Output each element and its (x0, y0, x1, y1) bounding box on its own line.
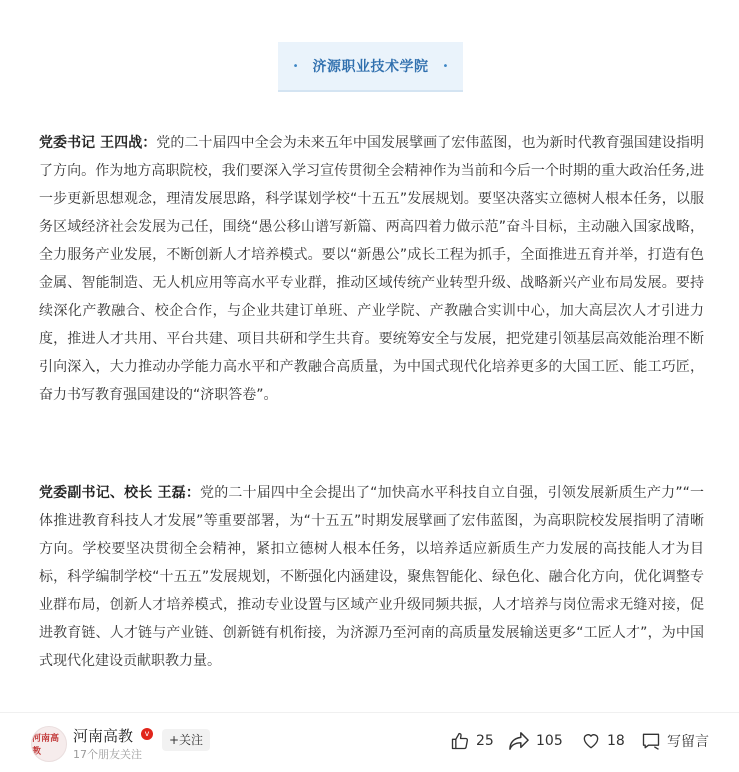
speaker-label: 党委书记 王四战： (39, 135, 157, 151)
share-button[interactable] (508, 731, 563, 751)
title-dot-right: • (442, 60, 449, 72)
article-footer (0, 712, 739, 772)
followers-text: 17个朋友关注 (73, 748, 142, 761)
like-button[interactable] (450, 731, 494, 751)
like-count: 25 (476, 733, 494, 749)
section-title-box (278, 42, 463, 92)
heart-button[interactable] (581, 731, 625, 751)
like-icon (450, 731, 470, 751)
title-dot-left: • (292, 60, 299, 72)
section-title: 济源职业技术学院 (312, 59, 429, 75)
share-count: 105 (536, 733, 563, 749)
paragraph-text: 党的二十届四中全会提出了“加快高水平科技自立自强，引领发展新质生产力”“一体推进教育科技人才发展”等重要部署，为“十五五”时期发展擘画了宏伟蓝图，为高职院校发展指明了清晰方向。学校要坚决贯彻全会精神，紧扣立德树人根本任务，以培养适应新质生产力发展的高技能人才为目标，科学编制学校“十五五”发展规划，不断强化内涵建设，聚焦智能化、绿色化、融合化方向，优化调整专业群布局，创新人才培养模式，推动专业设置与区域产业升级同频共振，人才培养与岗位需求无缝对接，促进教育链、人才链与产业链、创新链有机衔接，为济源乃至河南的高质量发展输送更多“工匠人才”，为中国式现代化建设贡献职教力量。 (39, 485, 704, 669)
follow-button[interactable]: +关注 (162, 729, 210, 751)
article-paragraph (39, 129, 704, 409)
comment-label: 写留言 (667, 734, 709, 750)
comment-icon (641, 731, 661, 751)
heart-icon (581, 731, 601, 751)
paragraph-text: 党的二十届四中全会为未来五年中国发展擘画了宏伟蓝图，也为新时代教育强国建设指明了方向。作为地方高职院校，我们要深入学习宣传贯彻全会精神作为当前和今后一个时期的重大政治任务,进一步更新思想观念，理清发展思路，科学谋划学校“十五五”发展规划。要坚决落实立德树人根本任务，以服务区域经济社会发展为己任，围绕“愚公移山谱写新篇、两高四着力做示范”奋斗目标，主动融入国家战略，全力服务产业发展，不断创新人才培养模式。要以“新愚公”成长工程为抓手，全面推进五育并举，打造有色金属、智能制造、无人机应用等高水平专业群，推动区域传统产业转型升级、战略新兴产业布局发展。要持续深化产教融合、校企合作，与企业共建订单班、产业学院、产教融合实训中心，加大高层次人才引进力度，推进人才共用、平台共建、项目共研和学生共育。要统筹安全与发展，把党建引领基层高效能治理不断引向深入，大力推动办学能力高水平和产教融合高质量，为中国式现代化培养更多的大国工匠、能工巧匠，奋力书写教育强国建设的“济职答卷”。 (39, 135, 704, 403)
account-name[interactable]: 河南高教 (73, 727, 134, 745)
heart-count: 18 (607, 733, 625, 749)
verified-badge-icon: v (141, 728, 153, 740)
comment-button[interactable] (641, 731, 709, 751)
share-icon (508, 731, 530, 751)
avatar-text: 河南高教 (32, 734, 60, 757)
speaker-label: 党委副书记、校长 王磊： (39, 485, 201, 501)
article-paragraph (39, 479, 704, 675)
avatar[interactable] (31, 726, 67, 762)
